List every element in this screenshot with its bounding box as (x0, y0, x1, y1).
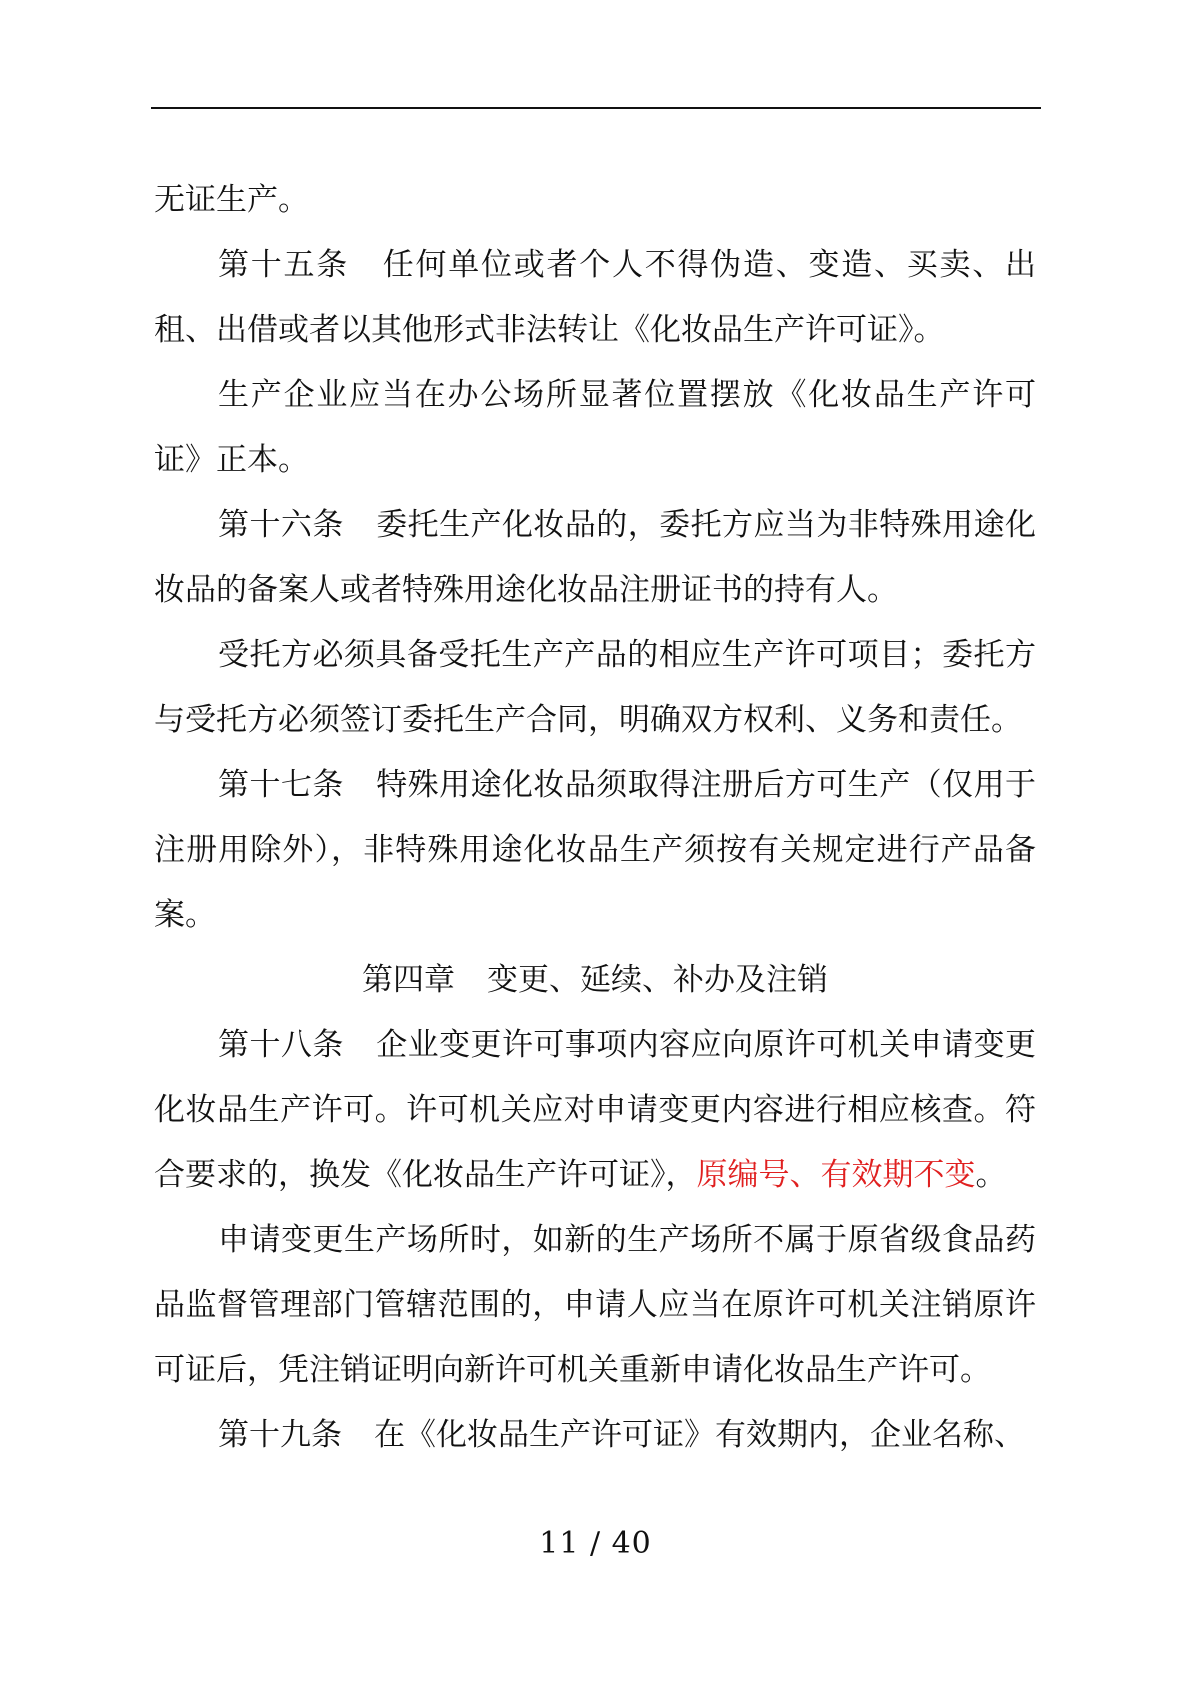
document-body (154, 168, 1036, 1468)
highlighted-text: 原编号、有效期不变 (696, 1157, 976, 1193)
chapter-label: 第四章 (362, 962, 455, 998)
article-text-tail: 。 (975, 1157, 1007, 1193)
article-16 (154, 493, 1036, 623)
article-19 (154, 1403, 1036, 1468)
article-text: 企业变更许可事项内容应向原许可机关申请变更化妆品生产许可。许可机关应对申请变更内容进行相应核查。符合要求的，换发《化妆品生产许可证》， (154, 1027, 1037, 1193)
article-label: 第十九条 (218, 1417, 342, 1453)
article-15 (154, 233, 1036, 363)
article-label: 第十六条 (218, 507, 344, 543)
chapter-title: 变更、延续、补办及注销 (487, 962, 828, 998)
header-rule (151, 107, 1041, 109)
article-18 (154, 1013, 1036, 1208)
article-text: 任何单位或者个人不得伪造、变造、买卖、出租、出借或者以其他形式非法转让《化妆品生产许可证》。 (154, 247, 1036, 348)
article-text: 在《化妆品生产许可证》有效期内，企业名称、 (374, 1417, 1025, 1453)
paragraph-continuation: 无证生产。 (154, 182, 309, 218)
article-label: 第十七条 (218, 767, 344, 803)
paragraph: 申请变更生产场所时，如新的生产场所不属于原省级食品药品监督管理部门管辖范围的，申请人应当在原许可机关注销原许可证后，凭注销证明向新许可机关重新申请化妆品生产许可。 (154, 1222, 1036, 1388)
chapter-heading (154, 948, 1036, 1013)
article-text: 委托生产化妆品的，委托方应当为非特殊用途化妆品的备案人或者特殊用途化妆品注册证书的持有人。 (154, 507, 1037, 608)
paragraph: 受托方必须具备受托生产产品的相应生产许可项目；委托方与受托方必须签订委托生产合同，明确双方权利、义务和责任。 (154, 637, 1036, 738)
article-label: 第十五条 (218, 247, 349, 283)
paragraph: 生产企业应当在办公场所显著位置摆放《化妆品生产许可证》正本。 (154, 377, 1036, 478)
article-text: 特殊用途化妆品须取得注册后方可生产（仅用于注册用除外），非特殊用途化妆品生产须按有关规定进行产品备案。 (154, 767, 1037, 933)
article-label: 第十八条 (218, 1027, 344, 1063)
page-number: 11 / 40 (539, 1526, 652, 1561)
article-17 (154, 753, 1036, 948)
